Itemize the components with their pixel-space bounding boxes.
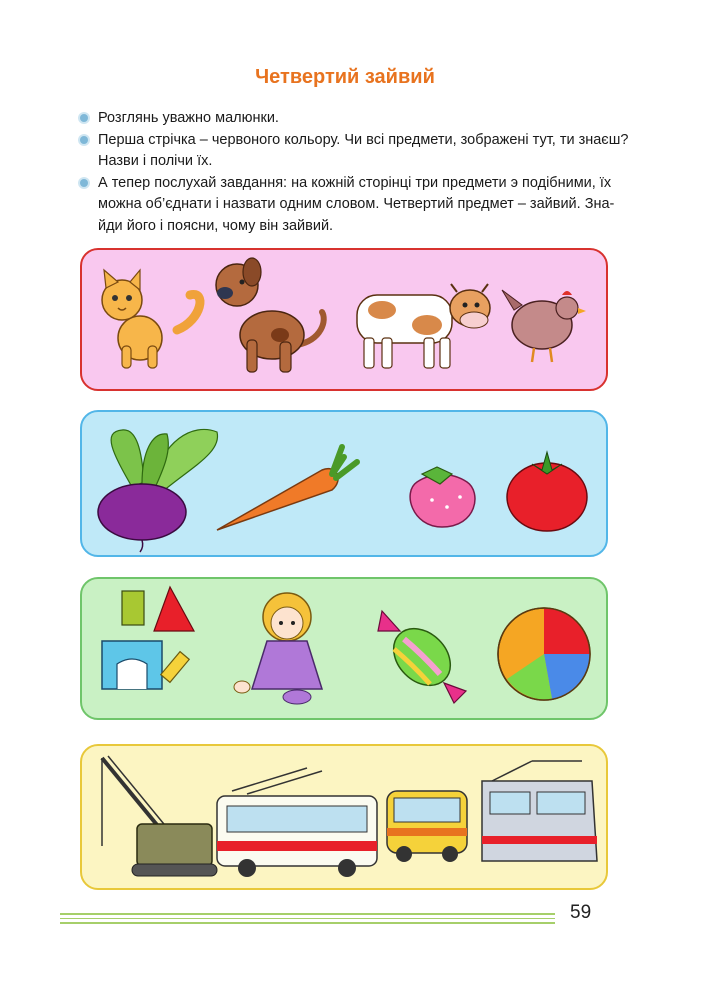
puppy-icon xyxy=(216,258,324,372)
panel-animals xyxy=(80,248,608,391)
instruction-item xyxy=(80,108,640,130)
bullet-icon xyxy=(80,114,88,122)
blocks-icon xyxy=(102,587,194,689)
tomato-icon xyxy=(507,452,587,531)
panel-vegetables xyxy=(80,410,608,557)
instruction-item xyxy=(80,173,640,238)
footer-divider xyxy=(60,913,555,927)
page-title: Четвертий зайвий xyxy=(255,66,435,88)
ball-icon xyxy=(498,608,590,700)
instructions-list xyxy=(80,108,640,237)
instruction-line: Розглянь уважно малюнки. xyxy=(98,110,279,126)
panel-vehicles xyxy=(80,744,608,890)
instruction-item xyxy=(80,130,640,173)
instruction-line: А тепер послухай завдання: на кожній сторінці три предмети э подібними, їх xyxy=(98,174,612,191)
doll-icon xyxy=(234,593,322,704)
bullet-icon xyxy=(80,136,88,144)
kitten-icon xyxy=(102,270,200,368)
instruction-line: Перша стрічка – червоного кольору. Чи всі предмети, зображені тут, ти знаєш? xyxy=(98,131,629,148)
hen-icon xyxy=(502,290,586,362)
page-number: 59 xyxy=(570,902,592,923)
trolleybus-icon xyxy=(217,768,377,877)
bullet-icon xyxy=(80,179,88,187)
candy-icon xyxy=(378,611,466,703)
train-icon xyxy=(482,761,597,861)
beet-icon xyxy=(98,429,218,552)
panel-toys xyxy=(80,577,608,720)
strawberry-icon xyxy=(410,467,475,527)
instruction-line: йди його і поясни, чому він зайвий. xyxy=(98,217,334,234)
cow-icon xyxy=(357,284,490,368)
instruction-line: Назви і полічи їх. xyxy=(98,153,213,169)
carrot-icon xyxy=(217,447,357,530)
bus-icon xyxy=(387,791,467,862)
instruction-line: можна об’єднати і назвати одним словом. Четвертий предмет – зайвий. Зна- xyxy=(98,196,615,212)
crane-icon xyxy=(102,756,217,876)
